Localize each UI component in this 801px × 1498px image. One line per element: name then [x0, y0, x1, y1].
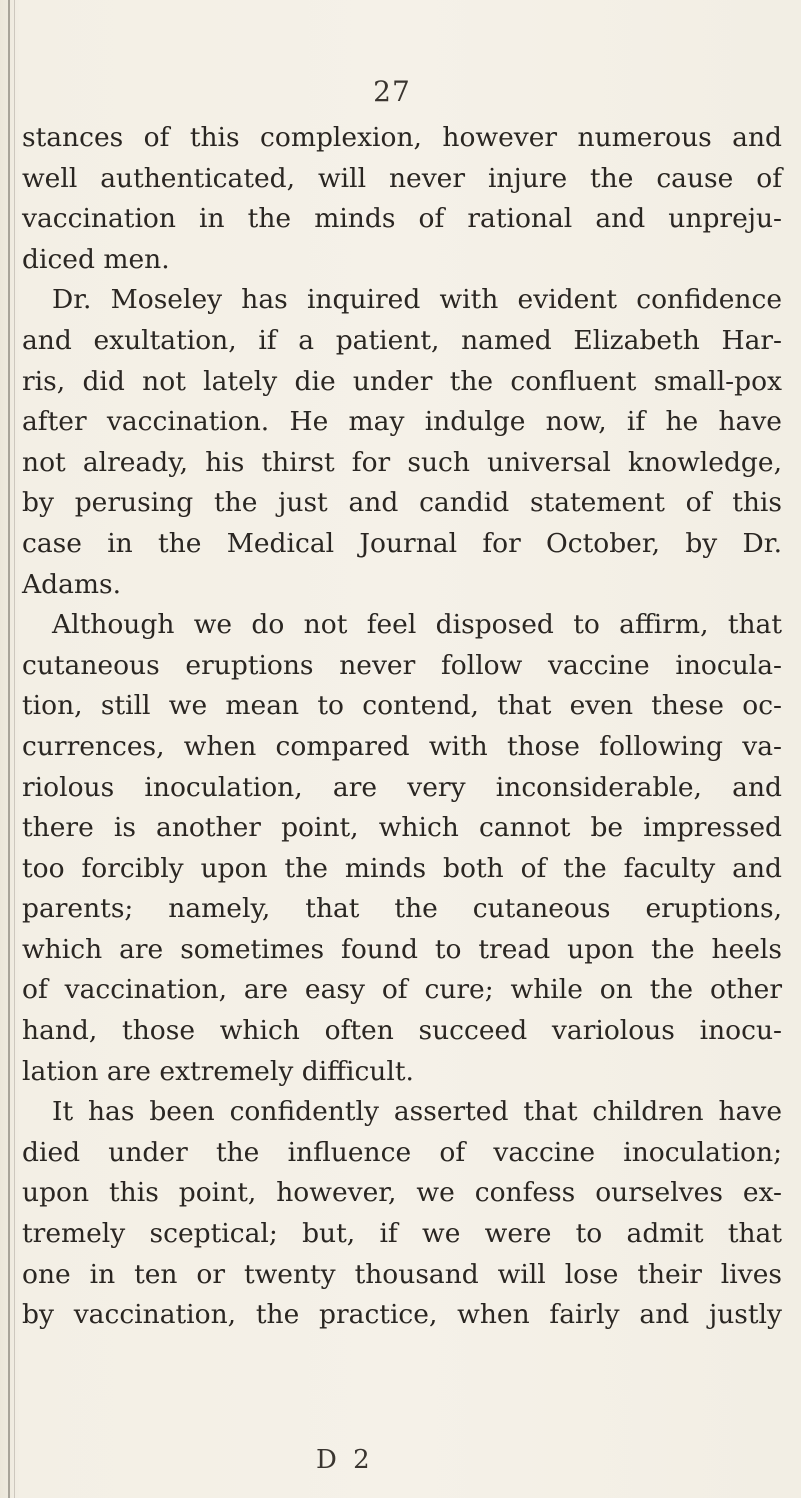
text-line: by perusing the just and candid statement of this [22, 487, 782, 519]
text-line: lation are extremely difficult. [22, 1055, 414, 1087]
text-line: not already, his thirst for such universal knowledge, [22, 446, 782, 478]
text-line: died under the influence of vaccine inoculation; [22, 1136, 782, 1168]
text-line: parents; namely, that the cutaneous eruptions, [22, 893, 782, 925]
text-line: tion, still we mean to contend, that even these oc- [22, 690, 782, 722]
text-line: ris, did not lately die under the confluent small-pox [22, 365, 782, 397]
text-line: by vaccination, the practice, when fairly and justly [22, 1299, 782, 1331]
text-line: after vaccination. He may indulge now, if he have [22, 406, 782, 438]
text-line: riolous inoculation, are very inconsiderable, and [22, 771, 782, 803]
body-text [22, 118, 782, 1336]
text-line: hand, those which often succeed variolous inocu- [22, 1015, 782, 1047]
text-line: which are sometimes found to tread upon the heels [22, 933, 782, 965]
text-line: tremely sceptical; but, if we were to admit that [22, 1218, 782, 1250]
text-line: Adams. [22, 568, 122, 600]
binding-edge [8, 0, 10, 1498]
text-line: Dr. Moseley has inquired with evident confidence [52, 284, 782, 316]
text-line: and exultation, if a patient, named Elizabeth Har- [22, 324, 782, 356]
text-line: stances of this complexion, however numerous and [22, 122, 782, 153]
text-line: well authenticated, will never injure the cause of [22, 162, 782, 194]
text-line: diced men. [22, 243, 170, 275]
binding-edge-inner [14, 0, 15, 1498]
text-line: currences, when compared with those following va- [22, 730, 782, 762]
text-line: upon this point, however, we confess ourselves ex- [22, 1177, 782, 1209]
page-number: 27 [373, 75, 411, 108]
text-line: too forcibly upon the minds both of the faculty and [22, 852, 782, 884]
text-line: Although we do not feel disposed to affirm, that [52, 609, 782, 641]
signature-mark: D 2 [316, 1445, 374, 1475]
text-line: cutaneous eruptions never follow vaccine inocula- [22, 649, 782, 681]
text-line: of vaccination, are easy of cure; while on the other [22, 974, 782, 1006]
text-line: one in ten or twenty thousand will lose their lives [22, 1258, 782, 1290]
text-line: vaccination in the minds of rational and unpreju- [22, 203, 782, 235]
text-line: case in the Medical Journal for October, by Dr. [22, 527, 782, 559]
text-line: It has been confidently asserted that children have [52, 1096, 782, 1128]
text-line: there is another point, which cannot be impressed [22, 812, 782, 844]
